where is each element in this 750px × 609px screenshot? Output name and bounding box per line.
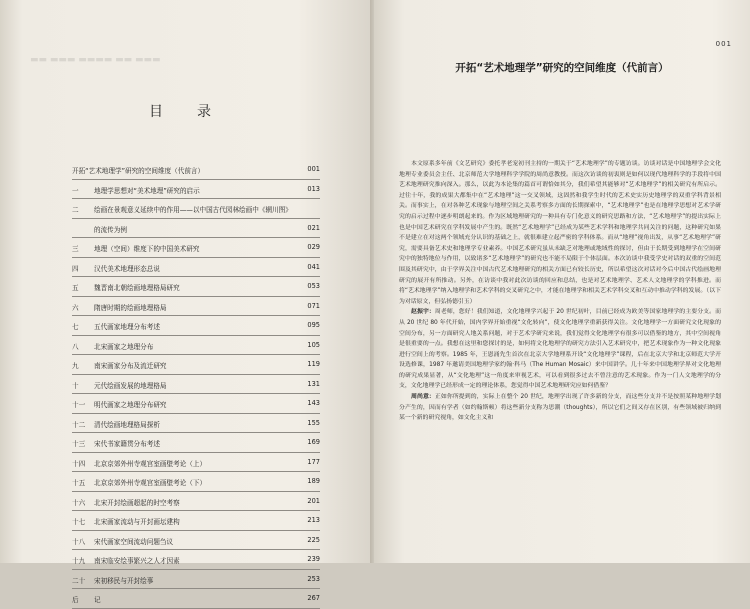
toc-entry-number: 十六 — [72, 498, 86, 507]
toc-entry-page: 131 — [307, 379, 320, 388]
toc-entry — [72, 219, 320, 239]
toc-entry-title: 北宋画家流动与开封画坛建构 — [94, 518, 180, 526]
toc-entry-title: 北京京郊外州寺观宫室画壁考论（上） — [94, 459, 207, 468]
toc-entry-number: 十一 — [72, 401, 86, 409]
toc-entry-title: 地理（空间）维度下的中国美术研究 — [94, 245, 200, 253]
toc-entry — [72, 433, 320, 453]
toc-entry-title: 南宋画家分布及流迁研究 — [94, 362, 167, 370]
toc-entry-number: 十二 — [72, 420, 86, 429]
toc-entry — [72, 589, 320, 609]
toc-entry-title: 地理学思想对“美术地理”研究的启示 — [94, 186, 200, 195]
toc-entry-page: 095 — [307, 321, 320, 329]
toc-entry-page: 001 — [307, 165, 320, 173]
toc-entry-title: 元代绘画发展的地理格局 — [94, 381, 167, 390]
toc-entry-title: 明代画家之地理分布研究 — [94, 401, 167, 409]
toc-entry-number: 十三 — [72, 440, 86, 448]
page-number: 001 — [715, 40, 732, 48]
toc-entry-number: 十四 — [72, 459, 86, 468]
toc-entry-page: 013 — [307, 184, 320, 193]
toc-entry — [72, 375, 320, 395]
toc-entry-title: 北京京郊外州寺观宫室画壁考论（下） — [94, 479, 207, 487]
toc-entry-title: 绘画在景观意义延续中的作用——以中国古代园林绘画中《辋川图》 — [94, 206, 292, 214]
toc-entry-title: 宋代画家空间流动问题刍议 — [94, 537, 174, 546]
toc-entry-title: 隋唐时期的绘画地理格局 — [94, 303, 167, 312]
toc-entry — [72, 570, 320, 590]
toc-entry-number: 九 — [72, 362, 79, 370]
chapter-title: 开拓“艺术地理学”研究的空间维度（代前言） — [455, 62, 669, 74]
toc-entry-number: 二 — [72, 206, 79, 214]
toc-entry-page: 119 — [307, 360, 320, 368]
left-page — [0, 0, 372, 604]
toc-entry-title: 宋初移民与开封绘事 — [94, 576, 154, 585]
toc-entry-page: 267 — [307, 594, 320, 602]
toc-entry-page: 169 — [307, 438, 320, 446]
toc-entry — [72, 297, 320, 317]
toc-entry-page: 155 — [307, 418, 320, 427]
toc-entry — [72, 472, 320, 492]
toc-entry-number: 十八 — [72, 537, 86, 546]
toc-entry-number: 一 — [72, 186, 79, 195]
body-paragraph — [399, 392, 721, 424]
toc-entry — [72, 453, 320, 473]
paragraph-text: 周老师，您好！我们知道，文化地理学兴起于 20 世纪初叶，目前已经成为欧美等国家地理学的主要分支。而从 20 世纪 80 年代开始，国内学界开始重视“文化转向”，使文化地理学重新获得关注。文化地理学一方面研究文化现象的空间分布，另一方面研究人地关系问题，对于艺术学研究来说，我们觉得文化地理学有很多可以借鉴的地方，其中空间视角是很重要的一点。我想在这里和您探讨的是，如何将文化地理学的研究方法引入艺术研究中，把艺术现象作为一种文化现象进行空间上的考察。1985 年，王恩涌先生首次在北京大学地理系开设“文化地理学”课程，后在北京大学和北京师范大学开设选修课，1987 年邀请美国地理学家约翰·科马（The Human Mosaic）来中国讲学。几十年来中国地理学界对文化地理的研究成果显著，从“文化地理”这一角度来审视艺术，可以看到很多过去不曾注意的艺术现象。作为一门人文地理学的分支，文化地理学已经形成一定的理论体系，您觉得中国艺术地理研究应如何借鉴？ — [399, 309, 722, 390]
toc-entry — [72, 258, 320, 278]
toc-entry — [72, 336, 320, 356]
paragraph-text: 本文原系多年前《文艺研究》委托孝老宠初刊主持的一期关于“艺术地理学”的专题访谈。访谈对话是中国地理学会文化地理专业委员会主任、北京师范大学地理科学学院的周尚意教授。而这次访谈的初衷则是如何以现代地理科学的手段将中国艺术地理研究推向深入。那么，以此为本论集的篇首可谓恰如其分，我们希望其能够对“艺术地理学”的相关研究有所启示。过往十年，我的成果大都集中在“艺术地理”这一交叉领域，这固然和我学生时代的艺术史实历史地理学的双重学科背景相关。而事实上，在对各种艺术现象与地理空间之关系考察多方面的长期探索中，“艺术地理学”也是在地理学思想对艺术学研究的启示过程中逐步明朗起来的。作为区域地理研究的一种具有专门化意义的研究思路和方法，“艺术地理学”的提出实际上也是中国艺术研究在学科发展中产生的。既然“艺术地理学”已经成为某些艺术学科和地理学共同关注的问题，这种研究如果不是建立在对这两个领域充分认识的基础之上，就很难建立起严密的学科体系。而从“地理”视角出发，从事“艺术地理学”研究，需要具备艺术史和地理学专业素养。中国艺术研究虽从未缺乏对地理或地域性的探讨，但由于长期受到地理学在空间研究中的独特地位与作用，以致诸多“艺术地理学”的研究也不能不局限于个体层面。本次访谈中我受学史对话的双重的空间范围及其研究中，由于学界关注中国古代艺术地理研究的相关方面已有较长历史，所以希望这次对话对今后中国古代绘画地理研究的展开有所推动。另外，在访谈中我对此次访谈的回应和总结，也是对艺术地理学、艺术人文地理学的学科推进。而将“艺术地理学”纳入地理学和艺术学科的交叉研究之中，才能在地理学和相关艺术学科交叉和互动中推动学科的发展。（以下为对话原文，但弘扬德引玉） — [399, 161, 721, 305]
toc-entry-title: 的流传为例 — [94, 225, 127, 234]
toc-entry-page: 053 — [307, 282, 320, 290]
toc-entry-number: 十九 — [72, 557, 86, 565]
toc-entry-number: 三 — [72, 245, 79, 253]
speaker-label: 赵振宇： — [411, 309, 435, 316]
toc-entry — [72, 277, 320, 297]
toc-entry-page: 239 — [307, 555, 320, 563]
toc-entry-page: 225 — [307, 535, 320, 544]
toc-entry — [72, 238, 320, 258]
toc-entry-title: 宋代书家籍贯分布考述 — [94, 440, 160, 448]
toc-entry-number: 十 — [72, 381, 79, 390]
toc-entry-page: 177 — [307, 457, 320, 466]
toc-entry-number: 十七 — [72, 518, 86, 526]
body-paragraph — [399, 159, 721, 307]
toc-entry-number: 七 — [72, 323, 79, 331]
toc-title: 目 录 — [149, 104, 221, 120]
toc-entry-number: 六 — [72, 303, 79, 312]
toc-entry — [72, 160, 320, 180]
toc-entry-page: 201 — [307, 496, 320, 505]
toc-entry-page: 213 — [307, 516, 320, 524]
toc-entry — [72, 355, 320, 375]
toc-entry-title: 清代绘画地理格局探析 — [94, 420, 160, 429]
toc-entry-number: 八 — [72, 342, 79, 351]
toc-entry-title: 魏晋南北朝绘画地理格局研究 — [94, 284, 180, 292]
toc-entry-number: 十五 — [72, 479, 86, 487]
show-through-text: ▬▬ ▬▬▬ ▬▬▬▬ ▬▬ ▬▬▬ — [30, 55, 161, 65]
toc-entry — [72, 531, 320, 551]
paragraph-text: 正如你所提到的，实际上在整个 20 世纪，地理学出现了许多新的分支，而这些分支并不是按照某种地理学划分产生的，因而有学者（如约翰斯顿）将这些新分支称为思潮（thoughts），所以它们之间又存在区别，有些领域被归纳到某一个新的研究视角，如文化主义和 — [399, 394, 722, 422]
toc-entry-title: 记 — [94, 596, 101, 604]
toc-entry-page: 105 — [307, 340, 320, 349]
toc-entry — [72, 316, 320, 336]
body-paragraph — [399, 307, 721, 392]
toc-entry — [72, 492, 320, 512]
toc-entry — [72, 180, 320, 200]
toc-entry-number: 二十 — [72, 576, 86, 585]
speaker-label: 周尚意： — [411, 394, 435, 401]
toc-entry-title: 南宋临安绘事繁兴之人才因素 — [94, 557, 180, 565]
toc-entry-number: 五 — [72, 284, 79, 292]
toc-entry-page: 029 — [307, 243, 320, 251]
toc-entry-number: 后 — [72, 596, 79, 604]
toc-entry-title: 北宋画家之地理分布 — [94, 342, 154, 351]
chapter-body — [399, 159, 721, 424]
toc-entry-title: 汉代美术地理形态总说 — [94, 264, 160, 273]
toc-entry-page: 189 — [307, 477, 320, 485]
toc-entry — [72, 199, 320, 219]
toc-entry-page: 071 — [307, 301, 320, 310]
toc-entry-page: 021 — [307, 223, 320, 232]
toc-entry — [72, 414, 320, 434]
toc-entry-page: 143 — [307, 399, 320, 407]
toc-entry-title: 五代画家地理分布考述 — [94, 323, 160, 331]
table-of-contents — [72, 160, 320, 609]
toc-entry-page: 041 — [307, 262, 320, 271]
toc-entry-title: 开拓“艺术地理学”研究的空间维度（代前言） — [72, 167, 205, 175]
toc-entry — [72, 511, 320, 531]
toc-entry — [72, 394, 320, 414]
toc-entry-number: 四 — [72, 264, 79, 273]
toc-entry-title: 北宋开封绘画超起的时空考察 — [94, 498, 180, 507]
toc-entry-page: 253 — [307, 574, 320, 583]
toc-entry — [72, 550, 320, 570]
